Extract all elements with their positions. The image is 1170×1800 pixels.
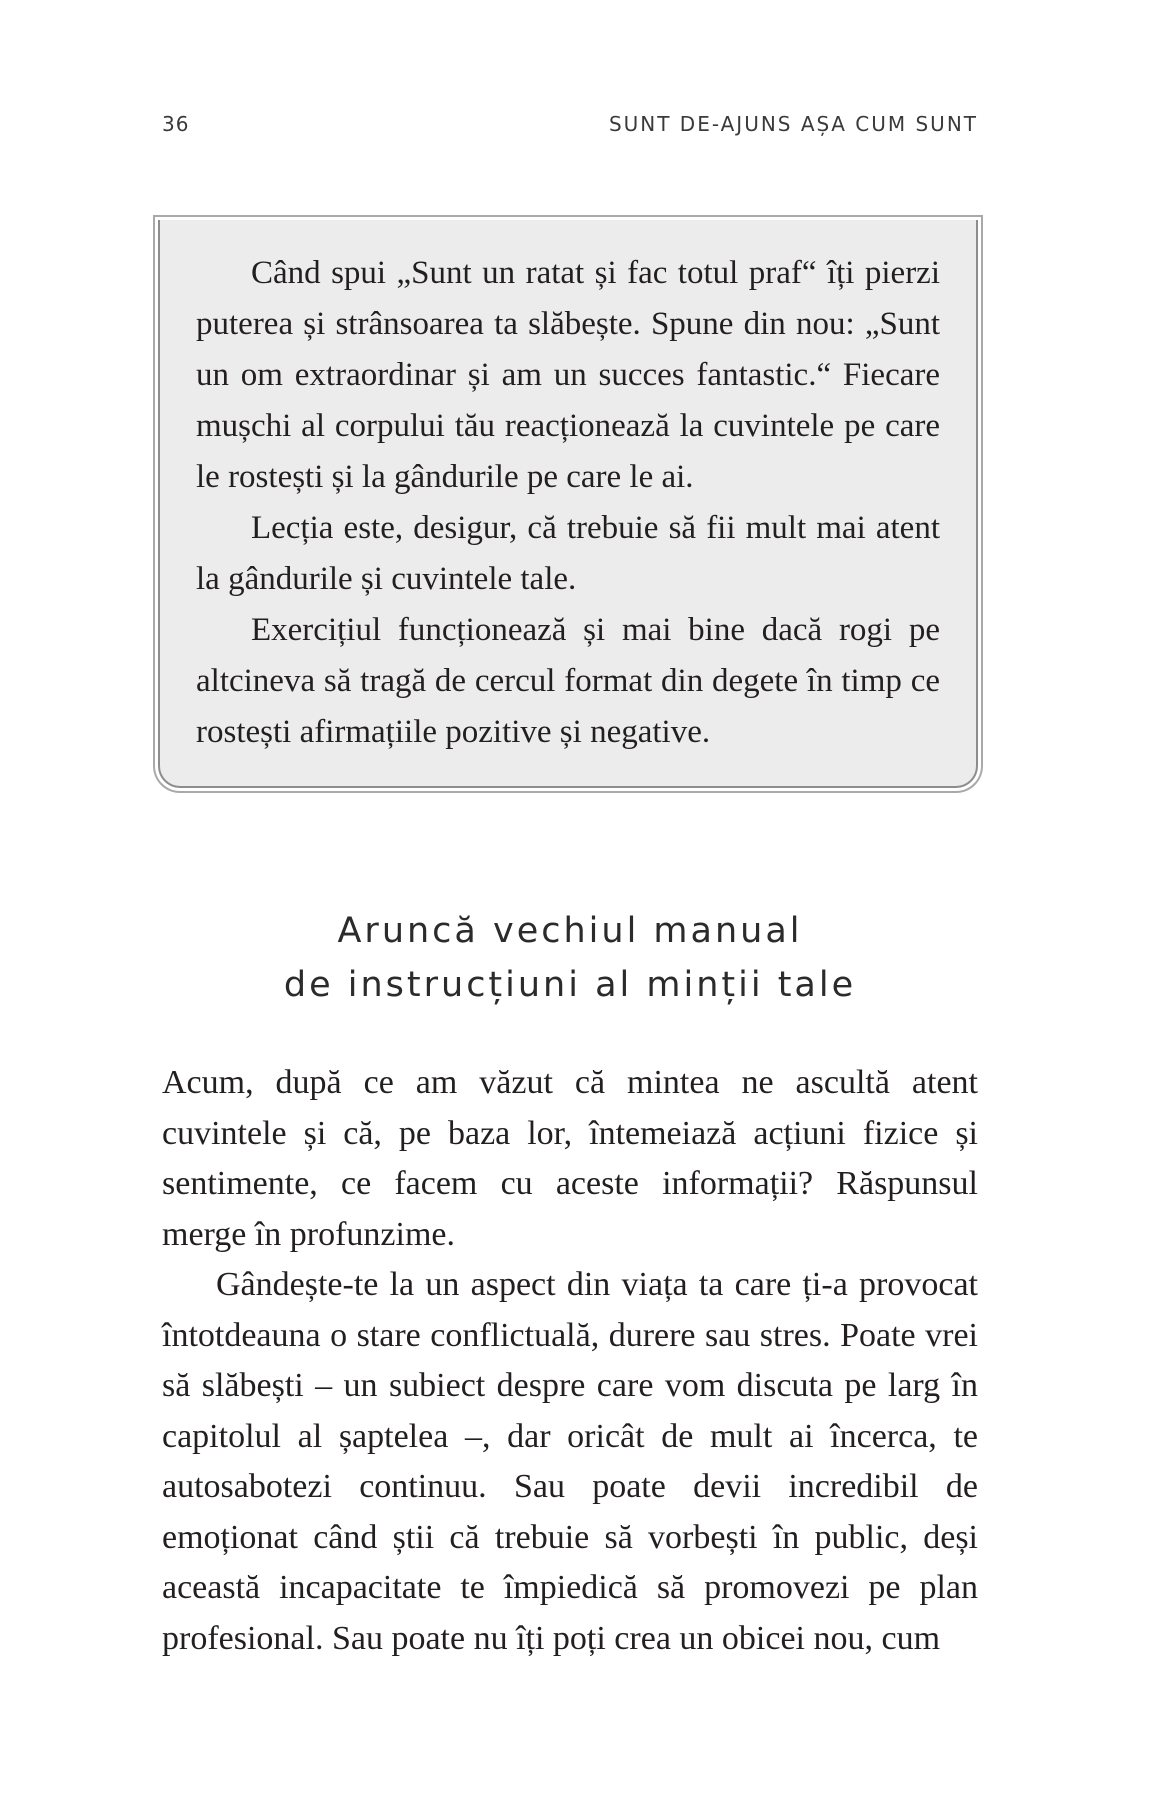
callout-paragraph: Lecția este, desigur, că trebuie să fii mult mai atent la gândurile și cuvintele tale. (196, 510, 940, 597)
body-paragraph: Acum, după ce am văzut că mintea ne ascultă atent cuvintele și că, pe baza lor, întemeiază acțiuni fizice și sentimente, ce facem cu aceste informații? Răspunsul merge în profunzime. (162, 1064, 978, 1253)
page-number: 36 (162, 112, 190, 136)
section-title-line: de instrucțiuni al minții tale (283, 965, 857, 1005)
section-title (160, 904, 980, 1012)
body-text (162, 1058, 978, 1664)
running-title: SUNT DE-AJUNS AȘA CUM SUNT (608, 112, 978, 136)
running-header (162, 112, 978, 136)
body-paragraph: Gândește-te la un aspect din viața ta care ți-a provocat întotdeauna o stare conflictuală, durere sau stres. Poate vrei să slăbești – un subiect despre care vom discuta pe larg în capitolul al șaptelea –, dar oricât de mult ai încerca, te autosabotezi continuu. Sau poate devii incredibil de emoționat când știi că trebuie să vorbești în public, deși această incapacitate te împiedică să promovezi pe plan profesional. Sau poate nu îți poți crea un obicei nou, cum (162, 1266, 978, 1657)
callout-paragraph: Când spui „Sunt un ratat și fac totul praf“ îți pierzi puterea și strânsoarea ta slăbește. Spune din nou: „Sunt un om extraordinar și am un succes fantastic.“ Fiecare mușchi al corpului tău reacționează la cuvintele pe care le rostești și la gândurile pe care le ai. (196, 255, 940, 495)
section-title-line: Aruncă vechiul manual (337, 911, 803, 951)
callout-paragraph: Exercițiul funcționează și mai bine dacă rogi pe altcineva să tragă de cercul format din degete în timp ce rostești afirmațiile pozitive și negative. (196, 612, 940, 750)
exercise-callout-box (158, 220, 978, 788)
